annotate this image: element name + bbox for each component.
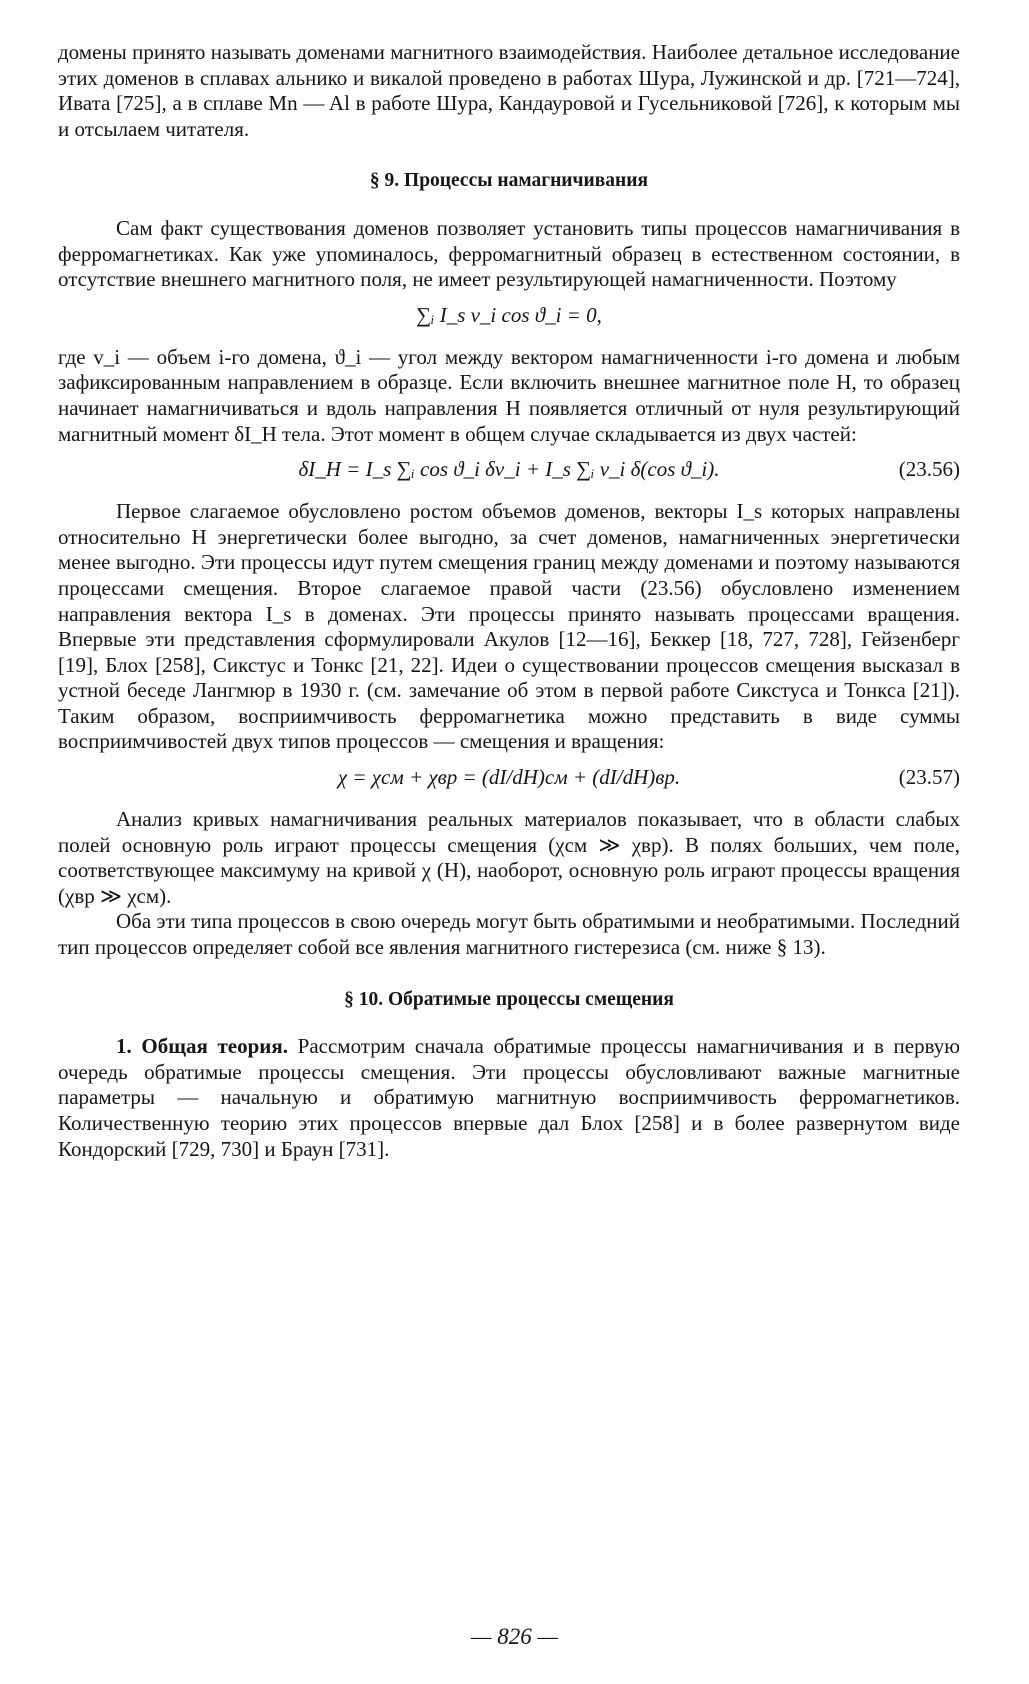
intro-paragraph: домены принято называть доменами магнитного взаимодействия. Наиболее детальное исследование этих доменов в сплавах альнико и викалой проведено в работах Шура, Лужинской и др. [721—724], Ивата [725], а в сплаве Mn — Al в работе Шура, Кандауровой и Гусельниковой [726], к которым мы и отсылаем читателя. (58, 40, 960, 141)
equation-23-56 (58, 447, 960, 499)
equation-sum-zero-expr: ∑ᵢ I_s v_i cos ϑ_i = 0, (416, 302, 602, 327)
section-9-title: § 9. Процессы намагничивания (369, 170, 649, 192)
section-9-paragraph-3: Первое слагаемое обусловлено ростом объемов доменов, векторы I_s которых направлены относительно H энергетически более выгодно, за счет доменов, намагниченных энергетически менее выгодно. Эти процессы идут путем смещения границ между доменами и поэтому называются процессами смещения. Второе слагаемое правой части (23.56) обусловлено изменением направления вектора I_s в доменах. Эти процессы принято называть процессами вращения. Впервые эти представления сформулировали Акулов [12—16], Беккер [18, 727, 728], Гейзенберг [19], Блох [258], Сикстус и Тонкс [21, 22]. Идеи о существовании процессов смещения высказал в устной беседе Лангмюр в 1930 г. (см. замечание об этом в первой работе Сикстуса и Тонкса [21]). Таким образом, восприимчивость ферромагнетика можно представить в виде суммы восприимчивостей двух типов процессов — смещения и вращения: (58, 499, 960, 754)
equation-sum-zero (58, 293, 960, 345)
page-number: — 826 — (471, 1624, 558, 1649)
equation-23-57-expr: χ = χсм + χвр = (dI/dH)см + (dI/dH)вр. (337, 765, 681, 790)
equation-23-57 (58, 755, 960, 807)
section-10-paragraph-1 (58, 1034, 960, 1162)
section-9-paragraph-1: Сам факт существования доменов позволяет установить типы процессов намагничивания в ферромагнетиках. Как уже упоминалось, ферромагнитный образец в естественном состоянии, в отсутствие внешнего магнитного поля, не имеет результирующей намагниченности. Поэтому (58, 215, 960, 292)
section-9-paragraph-4: Анализ кривых намагничивания реальных материалов показывает, что в области слабых полей основную роль играют процессы смещения (χсм ≫ χвр). В полях больших, чем поле, соответствующее максимуму на кривой χ (H), наоборот, основную роль играют процессы вращения (χвр ≫ χсм). (58, 807, 960, 908)
section-10-paragraph-1-text: Рассмотрим сначала обратимые процессы намагничивания и в первую очередь обратимые процессы смещения. Эти процессы обусловливают важные магнитные параметры — начальную и обратимую магнитную восприимчивость ферромагнетиков. Количественную теорию этих процессов впервые дал Блох [258] и в более развернутом виде Кондорский [729, 730] и Браун [731]. (58, 1034, 960, 1161)
section-10-title: § 10. Обратимые процессы смещения (344, 988, 674, 1010)
subsection-lead: 1. Общая теория. (116, 1034, 288, 1059)
equation-23-56-number: (23.56) (898, 457, 960, 482)
section-9-paragraph-2: где v_i — объем i-го домена, ϑ_i — угол между вектором намагниченности i-го домена и любым зафиксированным направлением в образце. Если включить внешнее магнитное поле H, то образец начинает намагничиваться и вдоль направления H появляется отличный от нуля результирующий магнитный момент δI_H тела. Этот момент в общем случае складывается из двух частей: (58, 344, 960, 446)
equation-23-56-expr: δI_H = I_s ∑ᵢ cos ϑ_i δv_i + I_s ∑ᵢ v_i δ(cos ϑ_i). (298, 457, 720, 482)
page-body (58, 40, 960, 1162)
section-9-paragraph-5: Оба эти типа процессов в свою очередь могут быть обратимыми и необратимыми. Последний тип процессов определяет собой все явления магнитного гистерезиса (см. ниже § 13). (58, 909, 960, 960)
equation-23-57-number: (23.57) (898, 765, 960, 790)
